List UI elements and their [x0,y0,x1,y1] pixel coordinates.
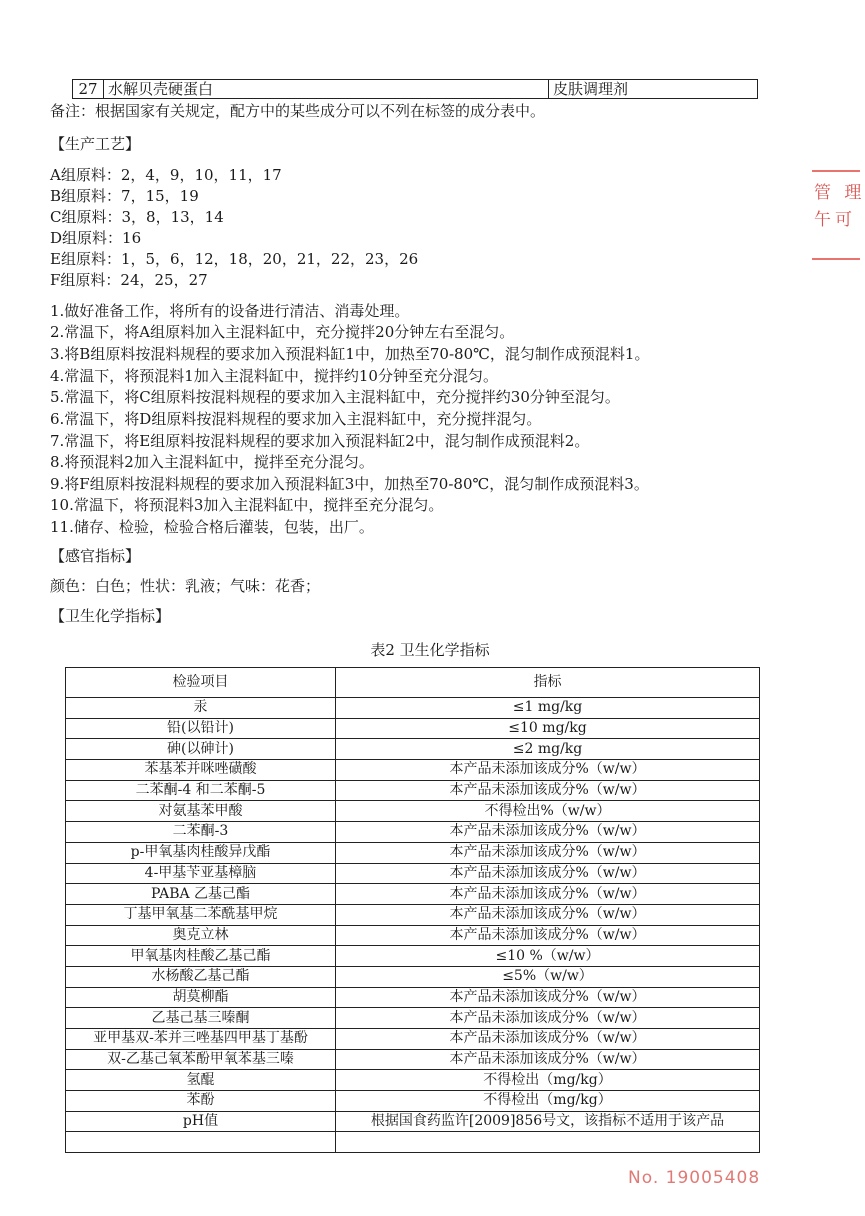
table-row [66,925,760,946]
group-line: A组原料：2，4，9，10，11，17 [50,166,282,184]
test-item-cell: PABA 乙基己酯 [66,884,336,905]
test-item-cell: 甲氧基肉桂酸乙基己酯 [66,946,336,967]
test-item-cell [66,1132,336,1153]
test-item-cell: 双-乙基己氧苯酚甲氧苯基三嗪 [66,1049,336,1070]
table-row [66,842,760,863]
process-step: 8.将预混料2加入主混料缸中，搅拌至充分混匀。 [50,453,374,471]
stamp-text-line2: 午可 [814,210,856,230]
table-row [66,780,760,801]
test-item-cell: 氢醌 [66,1070,336,1091]
table-row [66,822,760,843]
table-row [66,904,760,925]
indicator-cell: 不得检出%（w/w） [336,801,760,822]
test-item-cell: 二苯酮-3 [66,822,336,843]
table-row [66,1049,760,1070]
ingredient-name: 水解贝壳硬蛋白 [104,80,549,99]
process-step: 6.常温下，将D组原料按混料规程的要求加入主混料缸中，充分搅拌混匀。 [50,410,542,428]
column-header-item: 检验项目 [66,668,336,698]
table-row [73,80,758,99]
process-step: 10.常温下，将预混料3加入主混料缸中，搅拌至充分混匀。 [50,496,444,514]
sensory-text: 颜色：白色；性状：乳液；气味：花香； [50,577,321,595]
table-row [66,1111,760,1132]
test-item-cell: 砷(以砷计) [66,739,336,760]
test-item-cell: 汞 [66,698,336,719]
indicator-cell: 本产品未添加该成分%（w/w） [336,987,760,1008]
indicator-cell: ≤5%（w/w） [336,966,760,987]
test-item-cell: 铅(以铅计) [66,718,336,739]
process-step: 9.将F组原料按混料规程的要求加入预混料缸3中，加热至70-80℃，混匀制作成预混料3。 [50,475,649,493]
indicator-cell [336,1132,760,1153]
ingredient-number: 27 [73,80,104,99]
indicator-cell: 不得检出（mg/kg） [336,1091,760,1112]
process-step: 7.常温下，将E组原料按混料规程的要求加入预混料缸2中，混匀制作成预混料2。 [50,432,590,450]
stamp-text-line1: 管 理 [814,183,865,203]
test-item-cell: 4-甲基苄亚基樟脑 [66,863,336,884]
indicator-cell: ≤2 mg/kg [336,739,760,760]
test-item-cell: p-甲氧基肉桂酸异戊酯 [66,842,336,863]
indicator-cell: 本产品未添加该成分%（w/w） [336,822,760,843]
stamp-border-top [812,170,860,172]
indicator-cell: ≤1 mg/kg [336,698,760,719]
group-line: D组原料：16 [50,229,142,247]
indicator-cell: 不得检出（mg/kg） [336,1070,760,1091]
indicator-cell: ≤10 %（w/w） [336,946,760,967]
indicator-cell: 本产品未添加该成分%（w/w） [336,1029,760,1050]
test-item-cell: 水杨酸乙基己酯 [66,966,336,987]
indicator-cell: ≤10 mg/kg [336,718,760,739]
hygiene-spec-table [65,667,760,1153]
sensory-heading: 【感官指标】 [50,547,141,565]
indicator-cell: 根据国食药监许[2009]856号文，该指标不适用于该产品 [336,1111,760,1132]
test-item-cell: 奥克立林 [66,925,336,946]
table-row [66,801,760,822]
formula-note: 备注：根据国家有关规定，配方中的某些成分可以不列在标签的成分表中。 [50,102,546,120]
table-row [66,1091,760,1112]
process-step: 11.储存、检验，检验合格后灌装，包装，出厂。 [50,518,374,536]
table-row [66,1008,760,1029]
group-line: E组原料：1，5，6，12，18，20，21，22，23，26 [50,250,419,268]
test-item-cell: 胡莫柳酯 [66,987,336,1008]
table-row [66,863,760,884]
table-row [66,1132,760,1153]
test-item-cell: pH值 [66,1111,336,1132]
test-item-cell: 苯酚 [66,1091,336,1112]
column-header-indicator: 指标 [336,668,760,698]
test-item-cell: 乙基己基三嗪酮 [66,1008,336,1029]
red-seal-stamp [812,170,865,264]
indicator-cell: 本产品未添加该成分%（w/w） [336,863,760,884]
table-row [66,966,760,987]
indicator-cell: 本产品未添加该成分%（w/w） [336,884,760,905]
table-row [66,698,760,719]
test-item-cell: 二苯酮-4 和二苯酮-5 [66,780,336,801]
indicator-cell: 本产品未添加该成分%（w/w） [336,1049,760,1070]
indicator-cell: 本产品未添加该成分%（w/w） [336,904,760,925]
ingredient-use: 皮肤调理剂 [549,80,758,99]
group-line: B组原料：7，15，19 [50,187,199,205]
table-header-row [66,668,760,698]
test-item-cell: 对氨基苯甲酸 [66,801,336,822]
table-row [66,760,760,781]
table-row [66,884,760,905]
process-step: 2.常温下，将A组原料加入主混料缸中，充分搅拌20分钟左右至混匀。 [50,323,515,341]
stamp-border-bottom [812,258,860,260]
group-line: C组原料：3，8，13，14 [50,208,224,226]
group-line: F组原料：24，25，27 [50,271,208,289]
indicator-cell: 本产品未添加该成分%（w/w） [336,1008,760,1029]
test-item-cell: 亚甲基双-苯并三唑基四甲基丁基酚 [66,1029,336,1050]
test-item-cell: 苯基苯并咪唑磺酸 [66,760,336,781]
table-row [66,1029,760,1050]
hygiene-heading: 【卫生化学指标】 [50,607,171,625]
process-step: 4.常温下，将预混料1加入主混料缸中，搅拌约10分钟至充分混匀。 [50,367,498,385]
formula-table-last-row [72,79,758,99]
process-step: 5.常温下，将C组原料按混料规程的要求加入主混料缸中，充分搅拌约30分钟至混匀。 [50,388,620,406]
test-item-cell: 丁基甲氧基二苯酰基甲烷 [66,904,336,925]
indicator-cell: 本产品未添加该成分%（w/w） [336,780,760,801]
process-step: 3.将B组原料按混料规程的要求加入预混料缸1中，加热至70-80℃，混匀制作成预混料1。 [50,345,650,363]
serial-number: No. 19005408 [628,1168,761,1188]
table-row [66,987,760,1008]
table-row [66,718,760,739]
production-heading: 【生产工艺】 [50,135,141,153]
table-row [66,946,760,967]
process-step: 1.做好准备工作，将所有的设备进行清洁、消毒处理。 [50,302,410,320]
table-caption: 表2 卫生化学指标 [370,641,490,659]
indicator-cell: 本产品未添加该成分%（w/w） [336,842,760,863]
table-row [66,739,760,760]
indicator-cell: 本产品未添加该成分%（w/w） [336,925,760,946]
table-row [66,1070,760,1091]
table-body [66,698,760,1153]
indicator-cell: 本产品未添加该成分%（w/w） [336,760,760,781]
